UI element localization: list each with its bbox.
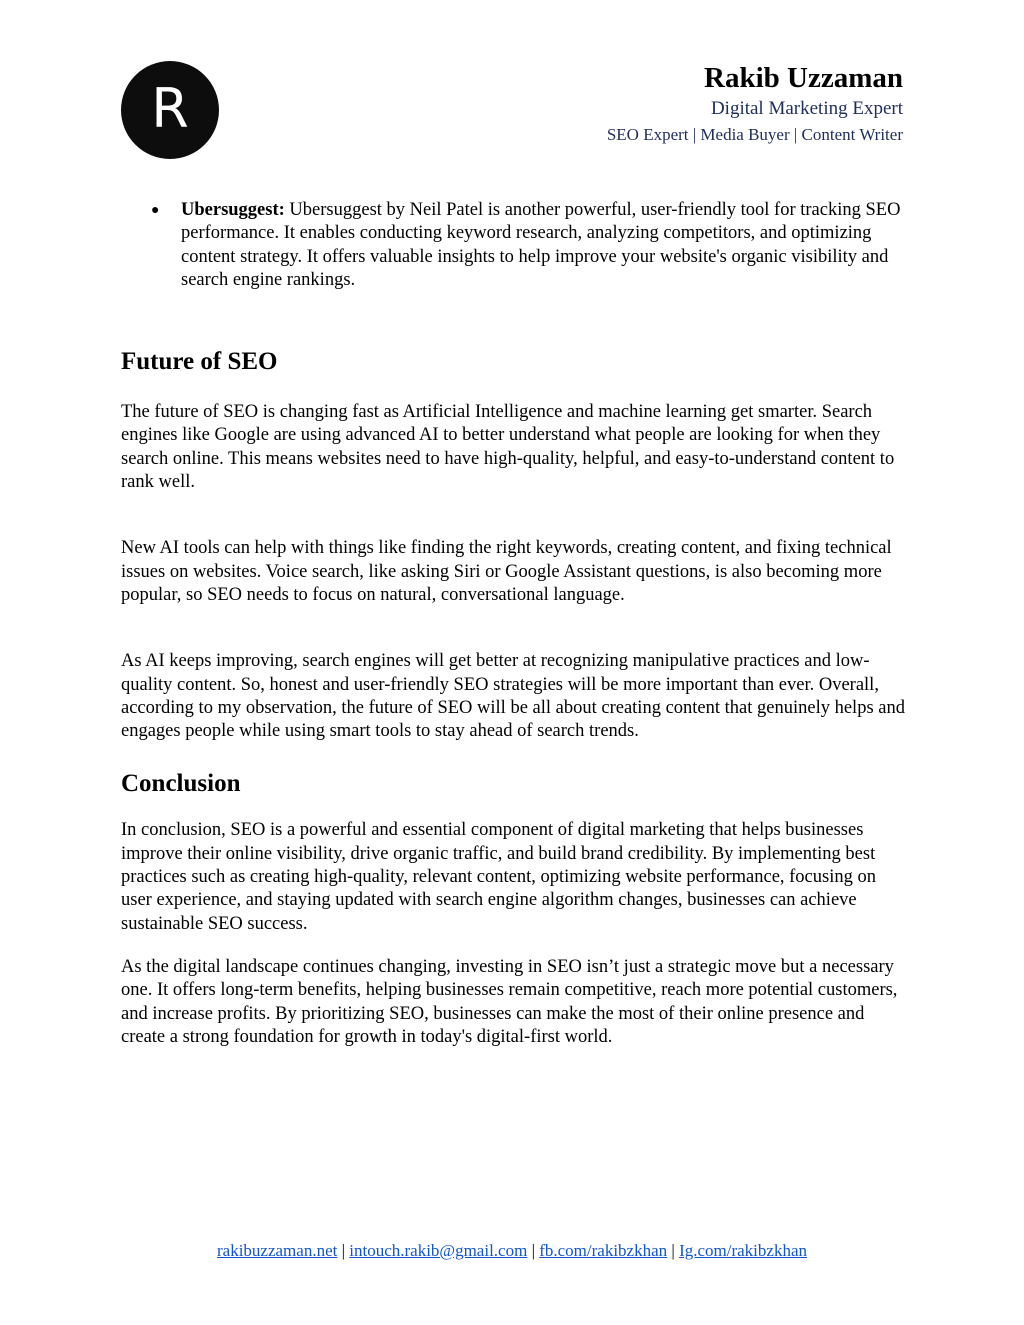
section-heading-conclusion: Conclusion bbox=[121, 770, 241, 798]
author-name: Rakib Uzzaman bbox=[704, 62, 903, 94]
paragraph: As AI keeps improving, search engines will get better at recognizing manipulative practices and low-quality content. So, honest and user-friendly SEO strategies will be more important than ever. Overall, according to my observation, the future of SEO will be all about creating content that genuinely helps and engages people while using smart tools to stay ahead of search trends. bbox=[121, 651, 905, 742]
logo bbox=[121, 61, 219, 159]
separator: | bbox=[667, 1241, 680, 1260]
author-roles: SEO Expert | Media Buyer | Content Writer bbox=[606, 125, 903, 144]
document-body bbox=[121, 199, 911, 1049]
footer-link-facebook[interactable]: fb.com/rakibzkhan bbox=[539, 1241, 668, 1260]
footer-link-website[interactable]: rakibuzzaman.net bbox=[216, 1241, 338, 1260]
bullet-term: Ubersuggest: bbox=[181, 200, 285, 220]
author-title: Digital Marketing Expert bbox=[710, 98, 903, 119]
footer-links bbox=[0, 1240, 1024, 1262]
logo-letter: R bbox=[151, 77, 189, 140]
paragraph: In conclusion, SEO is a powerful and essential component of digital marketing that helps businesses improve their online visibility, drive organic traffic, and build brand credibility. By implementing best practices such as creating high-quality, relevant content, optimizing website performance, focusing on user experience, and staying updated with search engine algorithm changes, businesses can achieve sustainable SEO success. bbox=[121, 820, 876, 934]
paragraph: The future of SEO is changing fast as Artificial Intelligence and machine learning get smarter. Search engines like Google are using advanced AI to better understand what people are looking for when they search online. This means websites need to have high-quality, helpful, and easy-to-understand content to rank well. bbox=[121, 402, 895, 493]
paragraph: New AI tools can help with things like finding the right keywords, creating content, and fixing technical issues on websites. Voice search, like asking Siri or Google Assistant questions, is also becoming more popular, so SEO needs to focus on natural, conversational language. bbox=[121, 538, 892, 605]
separator: | bbox=[337, 1241, 350, 1260]
author-header bbox=[607, 60, 903, 148]
paragraph: As the digital landscape continues changing, investing in SEO isn’t just a strategic move but a necessary one. It offers long-term benefits, helping businesses remain competitive, reach more potential customers, and increase profits. By prioritizing SEO, businesses can make the most of their online presence and create a strong foundation for growth in today's digital-first world. bbox=[121, 956, 898, 1047]
section-heading-future: Future of SEO bbox=[121, 348, 278, 376]
footer-link-instagram[interactable]: Ig.com/rakibzkhan bbox=[679, 1241, 807, 1260]
list-item bbox=[121, 199, 911, 292]
separator: | bbox=[527, 1241, 540, 1260]
bullet-text: Ubersuggest by Neil Patel is another powerful, user-friendly tool for tracking SEO performance. It enables conducting keyword research, analyzing competitors, and optimizing content strategy. It offers valuable insights to help improve your website's organic visibility and search engine rankings. bbox=[181, 200, 901, 290]
footer-link-email[interactable]: intouch.rakib@gmail.com bbox=[349, 1241, 528, 1260]
bullet-icon: ● bbox=[151, 203, 160, 218]
